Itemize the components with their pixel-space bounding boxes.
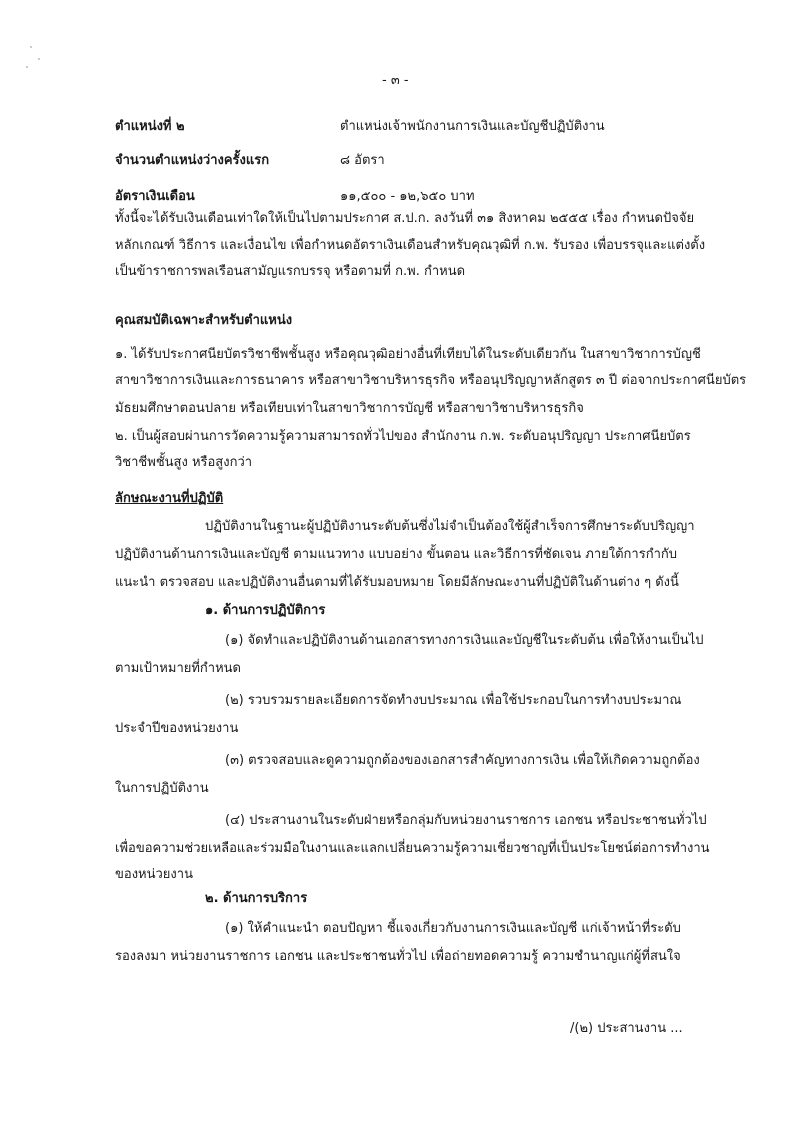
- qualification-line: สาขาวิชาการเงินและการธนาคาร หรือสาขาวิชาบริหารธุรกิจ หรืออนุปริญญาหลักสูตร ๓ ปี ต่อจากประกาศนียบัตร: [115, 373, 747, 388]
- operations-item-cont: ประจำปีของหน่วยงาน: [115, 721, 239, 736]
- continuation-marker: /(๒) ประสานงาน ...: [570, 1021, 683, 1036]
- qualification-line: ๒. เป็นผู้สอบผ่านการวัดความรู้ความสามารถทั่วไปของ สำนักงาน ก.พ. ระดับอนุปริญญา ประกาศนียบัตร: [115, 429, 691, 444]
- duties-intro-line: ปฏิบัติงานในฐานะผู้ปฏิบัติงานระดับต้นซึ่งไม่จำเป็นต้องใช้ผู้สำเร็จการศึกษาระดับปริญญา: [205, 519, 695, 534]
- operations-item: (๔) ประสานงานในระดับฝ่ายหรือกลุ่มกับหน่วยงานราชการ เอกชน หรือประชาชนทั่วไป: [225, 813, 707, 828]
- operations-heading: ๑. ด้านการปฏิบัติการ: [205, 603, 326, 618]
- scan-speck: [30, 46, 32, 48]
- position-label: ตำแหน่งที่ ๒: [115, 119, 185, 134]
- services-heading: ๒. ด้านการบริการ: [205, 891, 308, 906]
- operations-item: (๑) จัดทำและปฏิบัติงานด้านเอกสารทางการเงินและบัญชีในระดับต้น เพื่อให้งานเป็นไป: [225, 633, 704, 648]
- duties-intro-line: ปฏิบัติงานด้านการเงินและบัญชี ตามแนวทาง แบบอย่าง ขั้นตอน และวิธีการที่ชัดเจน ภายใต้การกำกับ: [115, 547, 677, 562]
- operations-item-cont: ในการปฏิบัติงาน: [115, 781, 209, 796]
- operations-item: (๓) ตรวจสอบและดูความถูกต้องของเอกสารสำคัญทางการเงิน เพื่อให้เกิดความถูกต้อง: [225, 753, 700, 768]
- qualification-line: มัธยมศึกษาตอนปลาย หรือเทียบเท่าในสาขาวิชาการบัญชี หรือสาขาวิชาบริหารธุรกิจ: [115, 401, 584, 416]
- salary-note-line: เป็นข้าราชการพลเรือนสามัญแรกบรรจุ หรือตามที่ ก.พ. กำหนด: [115, 264, 466, 279]
- operations-item-cont: ของหน่วยงาน: [115, 867, 193, 882]
- page-number: - ๓ -: [382, 73, 409, 88]
- services-item-cont: รองลงมา หน่วยงานราชการ เอกชน และประชาชนทั่วไป เพื่อถ่ายทอดความรู้ ความชำนาญแก่ผู้ที่สนใจ: [115, 949, 681, 964]
- qualifications-heading: คุณสมบัติเฉพาะสำหรับตำแหน่ง: [115, 313, 293, 328]
- operations-item-cont: เพื่อขอความช่วยเหลือและร่วมมือในงานและแลกเปลี่ยนความรู้ความเชี่ยวชาญที่เป็นประโยชน์ต่อการทำงาน: [115, 841, 710, 856]
- position-value: ตำแหน่งเจ้าพนักงานการเงินและบัญชีปฏิบัติงาน: [340, 119, 605, 134]
- qualification-line: วิชาชีพชั้นสูง หรือสูงกว่า: [115, 455, 253, 470]
- operations-item: (๒) รวบรวมรายละเอียดการจัดทำงบประมาณ เพื่อใช้ประกอบในการทำงบประมาณ: [225, 693, 682, 708]
- salary-note-line: หลักเกณฑ์ วิธีการ และเงื่อนไข เพื่อกำหนดอัตราเงินเดือนสำหรับคุณวุฒิที่ ก.พ. รับรอง เพื่อบรรจุและแต่งตั้ง: [115, 238, 706, 253]
- scan-speck: [26, 66, 28, 68]
- operations-item-cont: ตามเป้าหมายที่กำหนด: [115, 661, 242, 676]
- scan-speck: [38, 58, 40, 60]
- duties-heading: ลักษณะงานที่ปฏิบัติ: [115, 491, 224, 506]
- salary-note-line: ทั้งนี้จะได้รับเงินเดือนเท่าใดให้เป็นไปตามประกาศ ส.ป.ก. ลงวันที่ ๓๑ สิงหาคม ๒๕๕๕ เรื่อง กำหนดปัจจัย: [115, 211, 695, 226]
- services-item: (๑) ให้คำแนะนำ ตอบปัญหา ชี้แจงเกี่ยวกับงานการเงินและบัญชี แก่เจ้าหน้าที่ระดับ: [225, 921, 681, 936]
- vacancies-value: ๘ อัตรา: [340, 153, 385, 168]
- qualification-line: ๑. ได้รับประกาศนียบัตรวิชาชีพชั้นสูง หรือคุณวุฒิอย่างอื่นที่เทียบได้ในระดับเดียวกัน ในสาขาวิชาการบัญชี: [115, 347, 701, 362]
- duties-intro-line: แนะนำ ตรวจสอบ และปฏิบัติงานอื่นตามที่ได้รับมอบหมาย โดยมีลักษณะงานที่ปฏิบัติในด้านต่าง ๆ ดังนี้: [115, 575, 679, 590]
- salary-label: อัตราเงินเดือน: [115, 189, 195, 204]
- salary-value: ๑๑,๕๐๐ - ๑๒,๖๕๐ บาท: [340, 189, 475, 204]
- vacancies-label: จำนวนตำแหน่งว่างครั้งแรก: [115, 153, 270, 168]
